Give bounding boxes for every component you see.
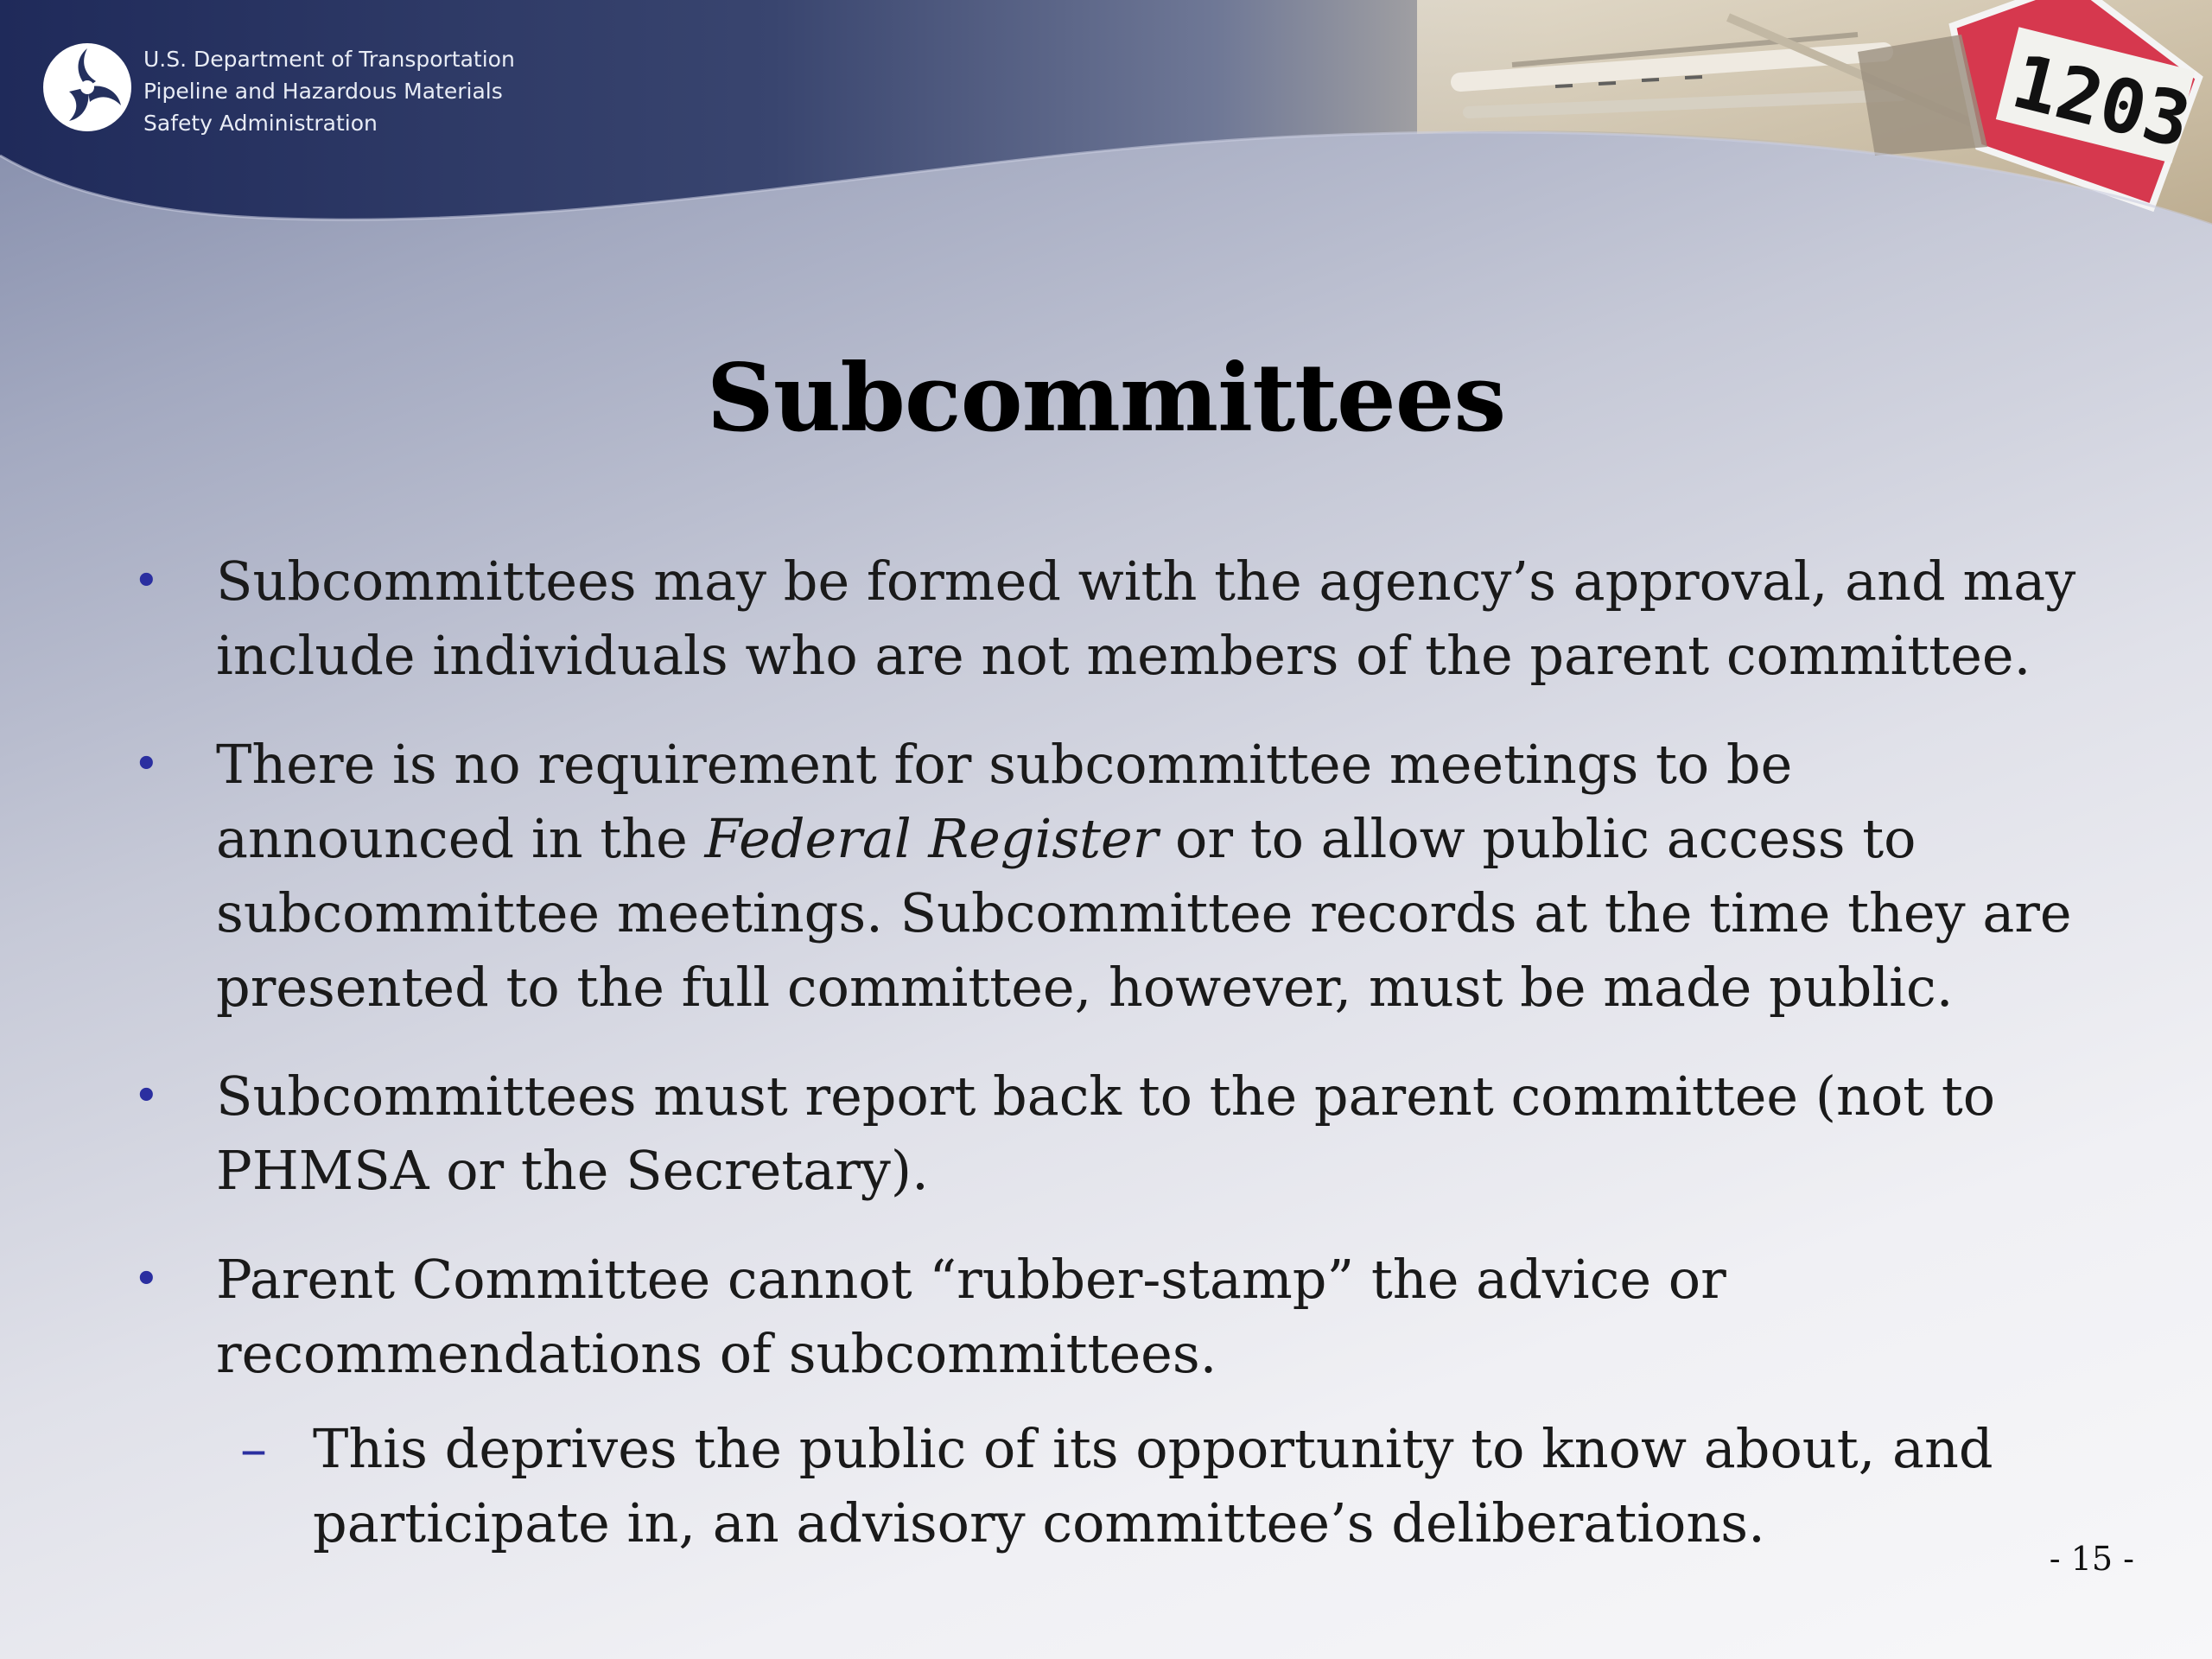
bullet-dot-icon: •: [133, 556, 160, 607]
bullet-item: [130, 1059, 2082, 1208]
agency-name: [143, 43, 515, 139]
slide-title: Subcommittees: [706, 344, 1506, 453]
bullet-item: [130, 1243, 2082, 1391]
sub-bullet-item: [130, 1412, 2082, 1560]
bullet-text: Subcommittees may be formed with the agency’s approval, and may include individuals who are not members of the parent committee.: [216, 550, 2076, 687]
bullet-text-part: There is no requirement for subcommittee meetings to be announced in the: [216, 733, 1793, 870]
bullet-item: [130, 728, 2082, 1025]
sub-bullet-text: This deprives the public of its opportunity to know about, and participate in, an advisory committee’s deliberations.: [313, 1417, 1993, 1554]
bullet-text-part: or to allow public access to subcommittee meetings. Subcommittee records at the time they are presented to the full committee, however, must be made public.: [216, 807, 2072, 1019]
agency-line-3: Safety Administration: [143, 111, 378, 136]
sub-bullet-dash-icon: –: [240, 1417, 267, 1480]
slide-content: [130, 544, 2082, 1560]
dot-logo-icon: [41, 41, 133, 133]
bullet-dot-icon: •: [133, 1071, 160, 1122]
bullet-text: Subcommittees must report back to the parent committee (not to PHMSA or the Secretary).: [216, 1065, 1996, 1202]
agency-line-2: Pipeline and Hazardous Materials: [143, 79, 503, 104]
page-number: - 15 -: [2049, 1540, 2134, 1578]
placard-number: 1203: [2004, 38, 2199, 166]
bullet-text: Parent Committee cannot “rubber-stamp” the advice or recommendations of subcommittees.: [216, 1248, 1726, 1385]
bullet-dot-icon: •: [133, 1254, 160, 1306]
agency-line-1: U.S. Department of Transportation: [143, 47, 515, 72]
bullet-dot-icon: •: [133, 739, 160, 791]
bullet-item: [130, 544, 2082, 693]
bullet-text-italic: Federal Register: [704, 807, 1159, 870]
